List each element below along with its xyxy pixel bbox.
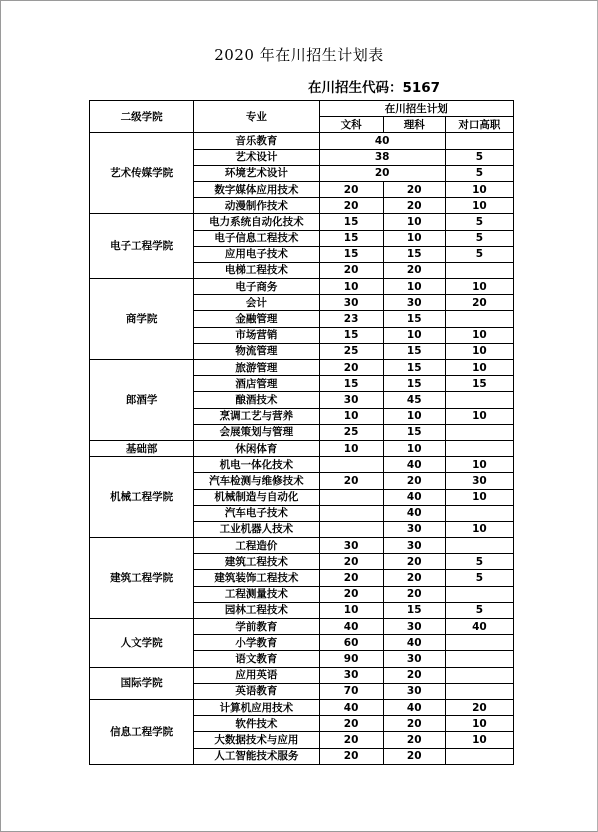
table-row (90, 699, 514, 715)
major-cell: 工程造价 (194, 538, 319, 554)
like-cell: 10 (383, 214, 445, 230)
major-cell: 应用英语 (194, 667, 319, 683)
table-row (90, 360, 514, 376)
like-cell: 40 (383, 457, 445, 473)
table-row (90, 133, 514, 149)
duikou-cell: 10 (445, 181, 513, 197)
wenke-cell: 15 (319, 327, 383, 343)
duikou-cell (445, 505, 513, 521)
duikou-cell (445, 262, 513, 278)
wenke-cell: 15 (319, 230, 383, 246)
table-row (90, 619, 514, 635)
wenke-cell: 30 (319, 667, 383, 683)
college-cell: 艺术传媒学院 (90, 133, 194, 214)
duikou-cell: 10 (445, 360, 513, 376)
merged-plan-cell: 20 (319, 165, 445, 181)
like-cell: 20 (383, 473, 445, 489)
like-cell: 20 (383, 198, 445, 214)
duikou-cell: 5 (445, 214, 513, 230)
major-cell: 休闲体育 (194, 440, 319, 456)
wenke-cell: 40 (319, 619, 383, 635)
header-like: 理科 (383, 117, 445, 133)
major-cell: 建筑装饰工程技术 (194, 570, 319, 586)
merged-plan-cell: 38 (319, 149, 445, 165)
major-cell: 机械制造与自动化 (194, 489, 319, 505)
duikou-cell: 5 (445, 165, 513, 181)
wenke-cell: 20 (319, 262, 383, 278)
like-cell: 45 (383, 392, 445, 408)
duikou-cell (445, 440, 513, 456)
like-cell: 20 (383, 667, 445, 683)
major-cell: 人工智能技术服务 (194, 748, 319, 764)
wenke-cell: 20 (319, 181, 383, 197)
major-cell: 园林工程技术 (194, 602, 319, 618)
duikou-cell: 5 (445, 230, 513, 246)
like-cell: 15 (383, 343, 445, 359)
duikou-cell: 10 (445, 327, 513, 343)
duikou-cell: 5 (445, 602, 513, 618)
duikou-cell (445, 538, 513, 554)
wenke-cell: 20 (319, 360, 383, 376)
merged-plan-cell: 40 (319, 133, 445, 149)
wenke-cell (319, 457, 383, 473)
wenke-cell: 20 (319, 586, 383, 602)
like-cell: 30 (383, 521, 445, 537)
wenke-cell: 40 (319, 699, 383, 715)
duikou-cell: 15 (445, 376, 513, 392)
duikou-cell: 5 (445, 554, 513, 570)
major-cell: 语文教育 (194, 651, 319, 667)
like-cell: 10 (383, 408, 445, 424)
major-cell: 工程测量技术 (194, 586, 319, 602)
wenke-cell: 10 (319, 602, 383, 618)
wenke-cell (319, 521, 383, 537)
wenke-cell: 10 (319, 408, 383, 424)
table-row (90, 440, 514, 456)
duikou-cell (445, 392, 513, 408)
duikou-cell: 20 (445, 295, 513, 311)
major-cell: 汽车电子技术 (194, 505, 319, 521)
wenke-cell: 25 (319, 424, 383, 440)
major-cell: 音乐教育 (194, 133, 319, 149)
like-cell: 15 (383, 311, 445, 327)
major-cell: 数字媒体应用技术 (194, 181, 319, 197)
like-cell: 10 (383, 440, 445, 456)
like-cell: 10 (383, 327, 445, 343)
wenke-cell: 25 (319, 343, 383, 359)
duikou-cell (445, 635, 513, 651)
like-cell: 40 (383, 699, 445, 715)
duikou-cell: 10 (445, 457, 513, 473)
like-cell: 15 (383, 602, 445, 618)
duikou-cell: 10 (445, 489, 513, 505)
major-cell: 物流管理 (194, 343, 319, 359)
like-cell: 20 (383, 732, 445, 748)
major-cell: 建筑工程技术 (194, 554, 319, 570)
like-cell: 20 (383, 748, 445, 764)
duikou-cell: 10 (445, 343, 513, 359)
like-cell: 30 (383, 651, 445, 667)
major-cell: 机电一体化技术 (194, 457, 319, 473)
table-row (90, 457, 514, 473)
major-cell: 电梯工程技术 (194, 262, 319, 278)
wenke-cell: 30 (319, 295, 383, 311)
page-title: 2020 年在川招生计划表 (214, 46, 384, 64)
enrollment-plan-table (89, 100, 514, 765)
wenke-cell: 20 (319, 570, 383, 586)
duikou-cell (445, 311, 513, 327)
table-row (90, 538, 514, 554)
major-cell: 金融管理 (194, 311, 319, 327)
duikou-cell: 10 (445, 521, 513, 537)
major-cell: 工业机器人技术 (194, 521, 319, 537)
major-cell: 小学教育 (194, 635, 319, 651)
duikou-cell (445, 651, 513, 667)
wenke-cell: 20 (319, 473, 383, 489)
wenke-cell: 20 (319, 554, 383, 570)
major-cell: 计算机应用技术 (194, 699, 319, 715)
like-cell: 20 (383, 570, 445, 586)
major-cell: 电力系统自动化技术 (194, 214, 319, 230)
duikou-cell: 10 (445, 279, 513, 295)
major-cell: 烹调工艺与营养 (194, 408, 319, 424)
major-cell: 艺术设计 (194, 149, 319, 165)
like-cell: 20 (383, 181, 445, 197)
header-wenke: 文科 (319, 117, 383, 133)
wenke-cell: 20 (319, 748, 383, 764)
like-cell: 15 (383, 246, 445, 262)
duikou-cell (445, 586, 513, 602)
duikou-cell: 40 (445, 619, 513, 635)
like-cell: 15 (383, 360, 445, 376)
major-cell: 酒店管理 (194, 376, 319, 392)
like-cell: 30 (383, 683, 445, 699)
duikou-cell: 10 (445, 198, 513, 214)
college-cell: 电子工程学院 (90, 214, 194, 279)
duikou-cell (445, 424, 513, 440)
like-cell: 15 (383, 376, 445, 392)
college-cell: 信息工程学院 (90, 699, 194, 764)
duikou-cell: 5 (445, 246, 513, 262)
like-cell: 40 (383, 505, 445, 521)
wenke-cell (319, 489, 383, 505)
duikou-cell: 10 (445, 408, 513, 424)
duikou-cell (445, 667, 513, 683)
like-cell: 10 (383, 230, 445, 246)
table-body (90, 101, 514, 765)
like-cell: 40 (383, 489, 445, 505)
header-duikou: 对口高职 (445, 117, 513, 133)
wenke-cell (319, 505, 383, 521)
major-cell: 学前教育 (194, 619, 319, 635)
duikou-cell (445, 683, 513, 699)
like-cell: 30 (383, 619, 445, 635)
duikou-cell (445, 748, 513, 764)
duikou-cell: 10 (445, 716, 513, 732)
wenke-cell: 23 (319, 311, 383, 327)
major-cell: 会展策划与管理 (194, 424, 319, 440)
wenke-cell: 70 (319, 683, 383, 699)
college-cell: 机械工程学院 (90, 457, 194, 538)
major-cell: 软件技术 (194, 716, 319, 732)
major-cell: 动漫制作技术 (194, 198, 319, 214)
duikou-cell: 10 (445, 732, 513, 748)
wenke-cell: 20 (319, 732, 383, 748)
header-row-1 (90, 101, 514, 117)
major-cell: 旅游管理 (194, 360, 319, 376)
college-cell: 国际学院 (90, 667, 194, 699)
table-row (90, 214, 514, 230)
wenke-cell: 30 (319, 538, 383, 554)
like-cell: 40 (383, 635, 445, 651)
major-cell: 电子信息工程技术 (194, 230, 319, 246)
major-cell: 酿酒技术 (194, 392, 319, 408)
enrollment-code: 在川招生代码：5167 (308, 80, 441, 96)
major-cell: 环境艺术设计 (194, 165, 319, 181)
major-cell: 应用电子技术 (194, 246, 319, 262)
major-cell: 英语教育 (194, 683, 319, 699)
like-cell: 30 (383, 538, 445, 554)
major-cell: 会计 (194, 295, 319, 311)
like-cell: 10 (383, 279, 445, 295)
duikou-cell (445, 133, 513, 149)
like-cell: 20 (383, 262, 445, 278)
header-major: 专业 (194, 101, 319, 133)
wenke-cell: 15 (319, 246, 383, 262)
wenke-cell: 90 (319, 651, 383, 667)
like-cell: 20 (383, 586, 445, 602)
wenke-cell: 20 (319, 198, 383, 214)
duikou-cell: 30 (445, 473, 513, 489)
wenke-cell: 30 (319, 392, 383, 408)
table-row (90, 667, 514, 683)
major-cell: 大数据技术与应用 (194, 732, 319, 748)
major-cell: 汽车检测与维修技术 (194, 473, 319, 489)
header-plan-group: 在川招生计划 (319, 101, 513, 117)
like-cell: 15 (383, 424, 445, 440)
wenke-cell: 15 (319, 376, 383, 392)
wenke-cell: 10 (319, 279, 383, 295)
like-cell: 30 (383, 295, 445, 311)
wenke-cell: 60 (319, 635, 383, 651)
like-cell: 20 (383, 716, 445, 732)
table-row (90, 279, 514, 295)
college-cell: 商学院 (90, 279, 194, 360)
wenke-cell: 10 (319, 440, 383, 456)
college-cell: 基础部 (90, 440, 194, 456)
wenke-cell: 20 (319, 716, 383, 732)
duikou-cell: 5 (445, 149, 513, 165)
college-cell: 郎酒学 (90, 360, 194, 441)
like-cell: 20 (383, 554, 445, 570)
duikou-cell: 5 (445, 570, 513, 586)
college-cell: 建筑工程学院 (90, 538, 194, 619)
duikou-cell: 20 (445, 699, 513, 715)
header-college: 二级学院 (90, 101, 194, 133)
college-cell: 人文学院 (90, 619, 194, 668)
wenke-cell: 15 (319, 214, 383, 230)
major-cell: 电子商务 (194, 279, 319, 295)
major-cell: 市场营销 (194, 327, 319, 343)
